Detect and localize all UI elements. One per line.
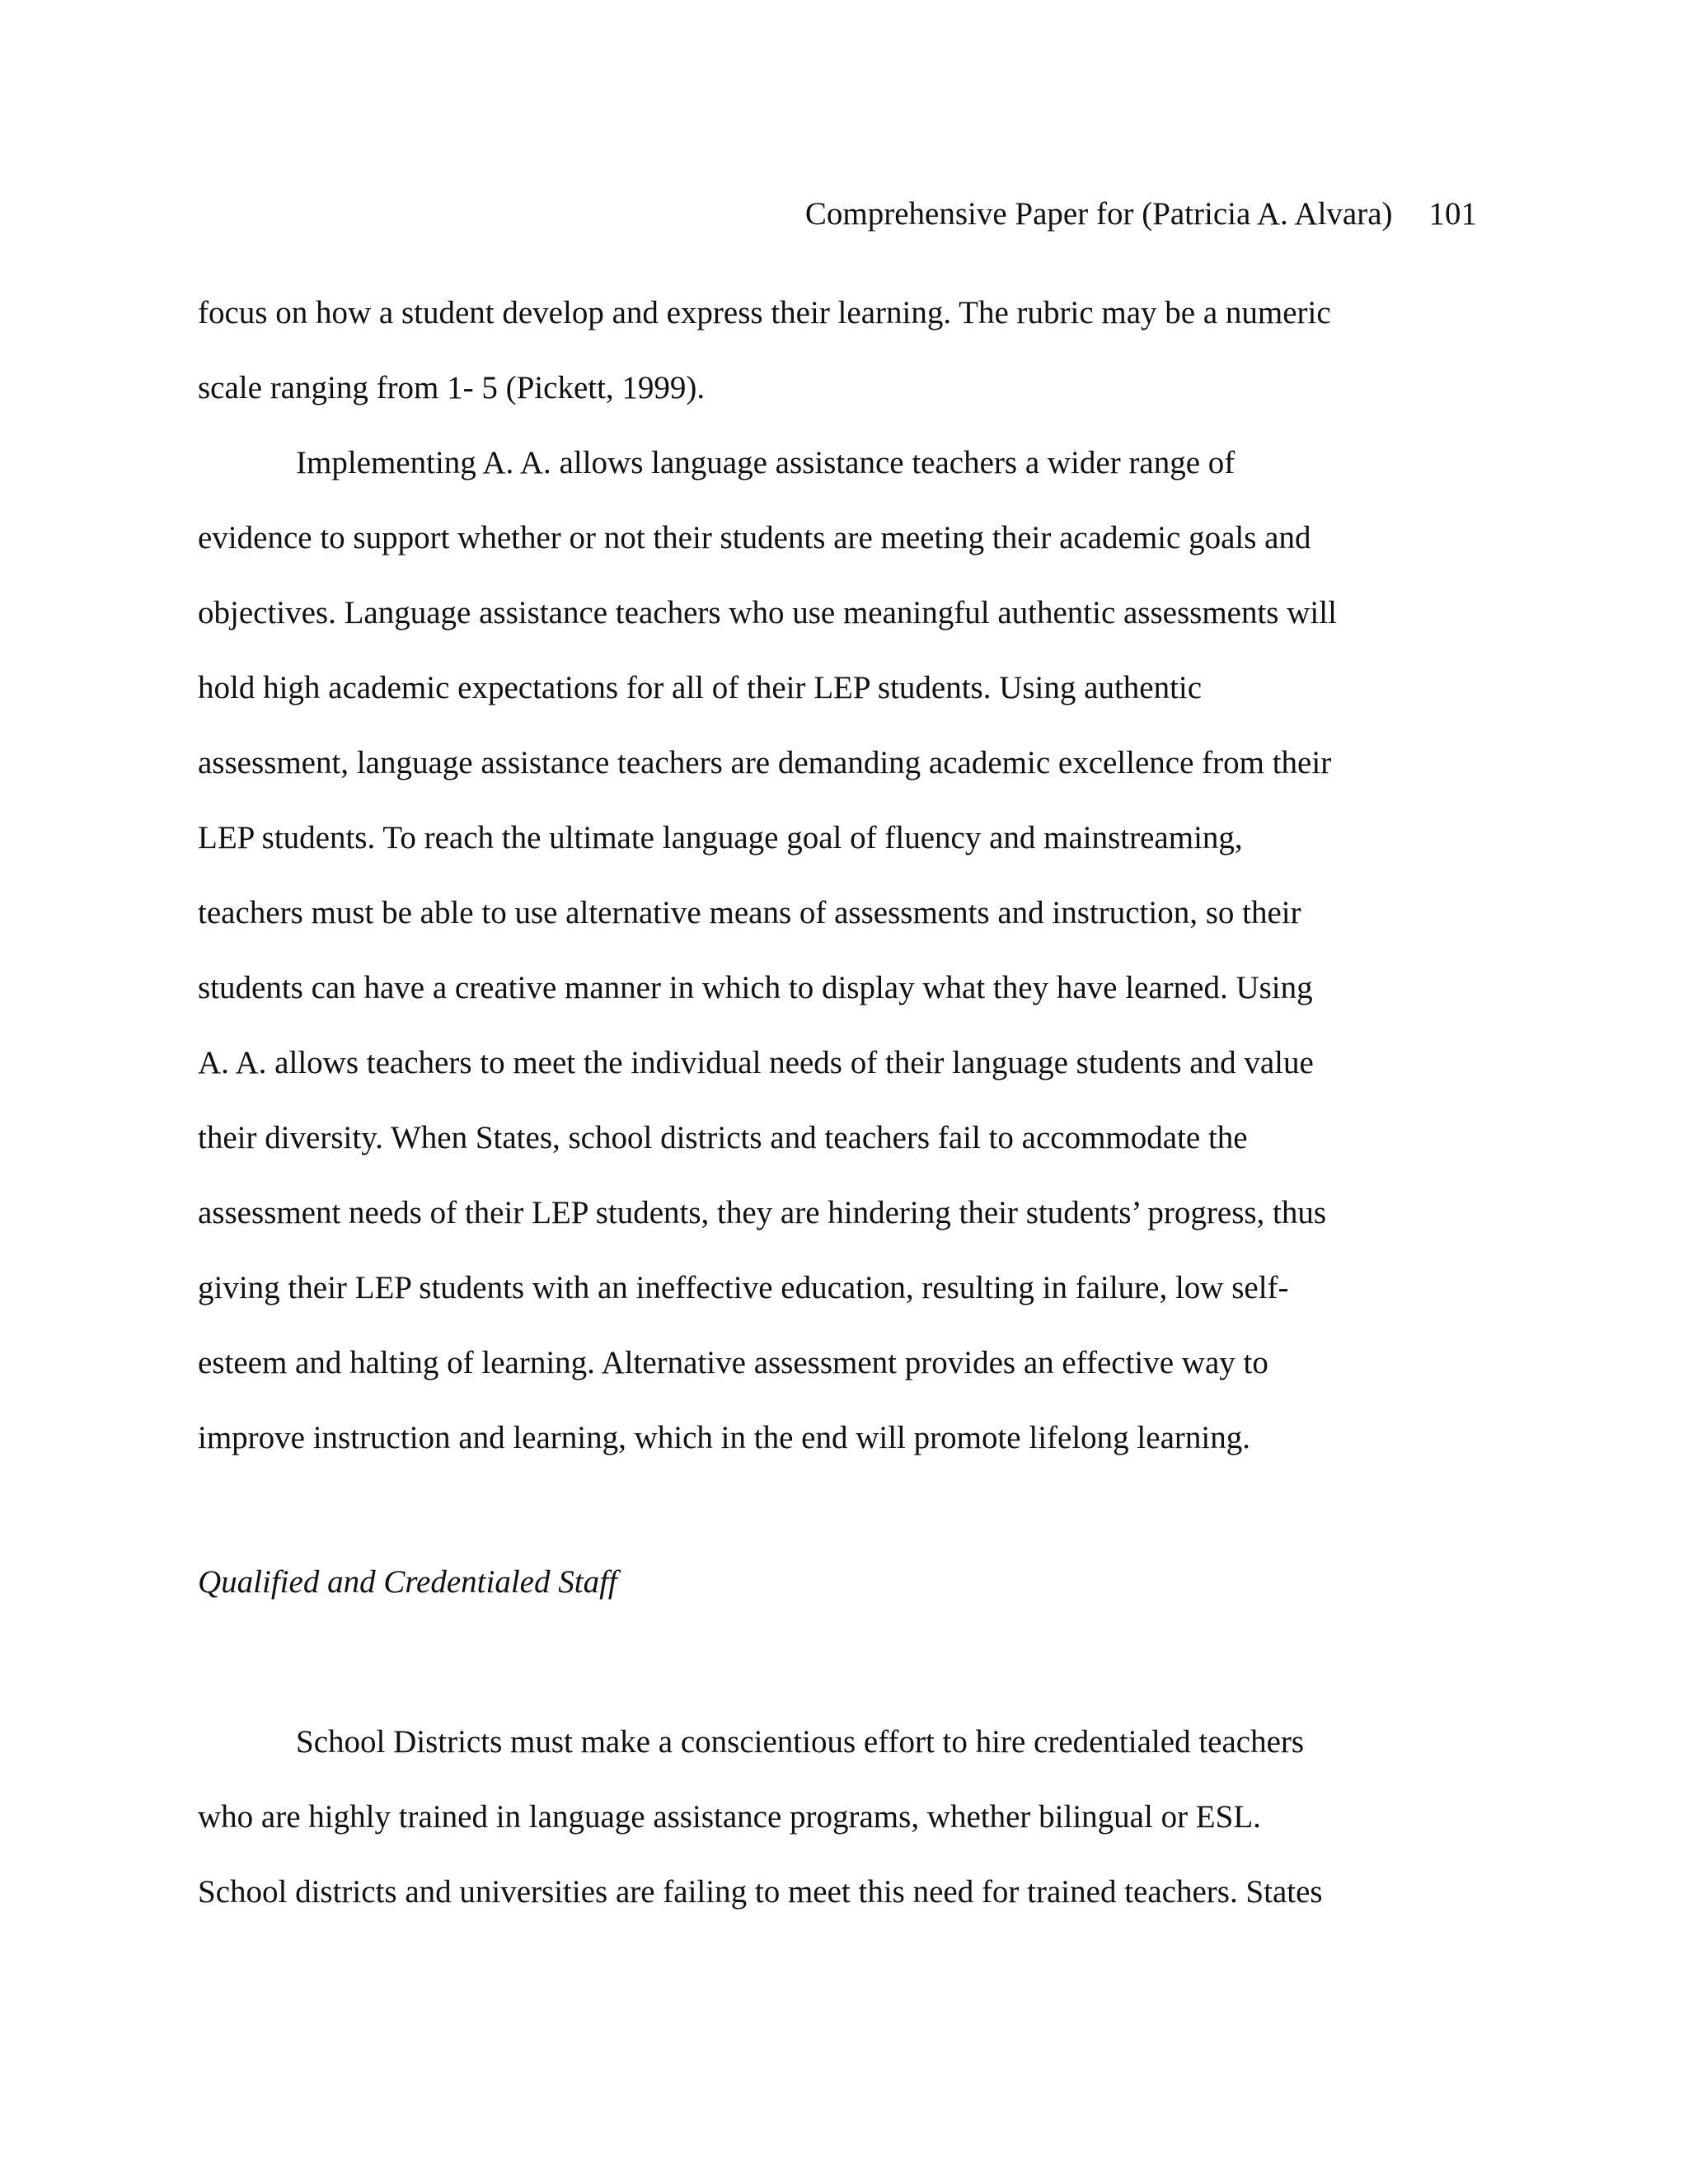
paragraph-3-line-3: School districts and universities are failing to meet this need for trained teachers. States — [198, 1874, 1323, 1910]
paragraph-2-line-4: hold high academic expectations for all of their LEP students. Using authentic — [198, 670, 1203, 705]
paragraph-2-line-13: esteem and halting of learning. Alternative assessment provides an effective way to — [198, 1345, 1268, 1380]
section-heading: Qualified and Credentialed Staff — [198, 1564, 617, 1600]
running-head-title: Comprehensive Paper for (Patricia A. Alvara) — [804, 196, 1393, 232]
paragraph-2-line-7: teachers must be able to use alternative means of assessments and instruction, so their — [198, 895, 1301, 930]
paragraph-2-line-5: assessment, language assistance teachers are demanding academic excellence from their — [198, 745, 1332, 780]
paragraph-3-line-2: who are highly trained in language assistance programs, whether bilingual or ESL. — [198, 1799, 1261, 1835]
paragraph-2-line-6: LEP students. To reach the ultimate language goal of fluency and mainstreaming, — [198, 820, 1243, 855]
paragraph-2-line-8: students can have a creative manner in which to display what they have learned. Using — [198, 970, 1313, 1005]
paragraph-2-line-12: giving their LEP students with an ineffective education, resulting in failure, low self- — [198, 1270, 1289, 1305]
paragraph-2-line-3: objectives. Language assistance teachers who use meaningful authentic assessments will — [198, 595, 1337, 630]
paragraph-1-line-1: focus on how a student develop and express their learning. The rubric may be a numeric — [198, 295, 1331, 330]
paragraph-3-line-1: School Districts must make a conscientious effort to hire credentialed teachers — [296, 1724, 1305, 1760]
page-number: 101 — [1428, 196, 1477, 232]
running-head — [198, 194, 1477, 234]
paragraph-2-line-11: assessment needs of their LEP students, they are hindering their students’ progress, thus — [198, 1195, 1327, 1230]
paragraph-2-line-2: evidence to support whether or not their students are meeting their academic goals and — [198, 520, 1311, 555]
paragraph-1-line-2: scale ranging from 1- 5 (Pickett, 1999). — [198, 370, 706, 405]
paragraph-2-line-10: their diversity. When States, school districts and teachers fail to accommodate the — [198, 1120, 1248, 1155]
paragraph-2-line-14: improve instruction and learning, which in the end will promote lifelong learning. — [198, 1420, 1250, 1455]
paragraph-2-line-9: A. A. allows teachers to meet the individual needs of their language students and value — [198, 1045, 1314, 1080]
paragraph-2-line-1: Implementing A. A. allows language assistance teachers a wider range of — [296, 445, 1236, 480]
